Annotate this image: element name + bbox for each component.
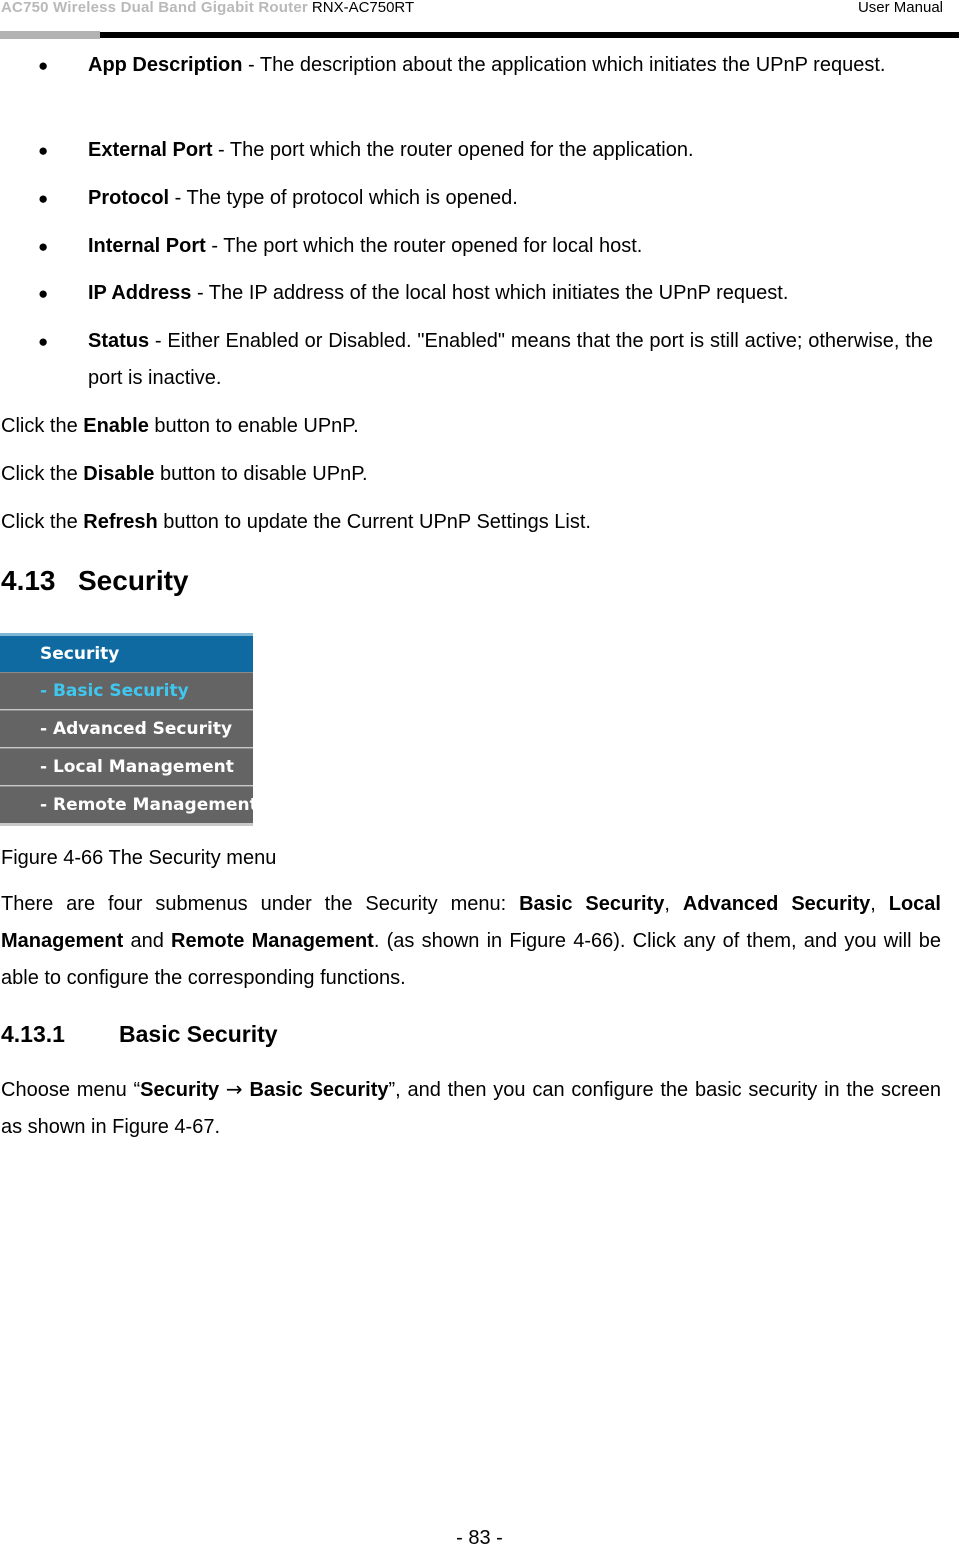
- text: Click the: [1, 511, 84, 533]
- click-enable-paragraph: [1, 408, 941, 445]
- menu-label: - Remote Management: [40, 795, 258, 815]
- bullet-text: - The description about the application which initiates the UPnP request.: [242, 54, 886, 76]
- bullet-text: - The type of protocol which is opened.: [169, 187, 518, 209]
- text: . (as shown in Figure 4-66). Click any of them, and you will be able to configure the corresponding functions.: [1, 930, 941, 989]
- figure-caption: Figure 4-66 The Security menu: [1, 847, 277, 869]
- menu-local-management[interactable]: [0, 748, 253, 785]
- page-header: [0, 0, 959, 40]
- text: button to update the Current UPnP Settings List.: [157, 511, 591, 533]
- bullet-term: Status: [88, 330, 150, 352]
- section-title: Security: [78, 565, 189, 596]
- subsection-number: 4.13.1: [1, 1021, 65, 1047]
- bold-term: Refresh: [83, 511, 158, 533]
- text: button to disable UPnP.: [154, 463, 368, 485]
- bold-term: Disable: [83, 463, 155, 485]
- text: There are four submenus under the Security menu:: [1, 893, 520, 915]
- header-model: RNX-AC750RT: [311, 0, 415, 16]
- click-refresh-paragraph: [1, 504, 941, 541]
- bullet-dot: ●: [38, 332, 49, 351]
- header-brand: AC750 Wireless Dual Band Gigabit Router: [1, 0, 308, 16]
- text: Click the: [1, 463, 84, 485]
- bullet-text: - The port which the router opened for local host.: [205, 235, 643, 257]
- bold-term: Security: [140, 1079, 220, 1101]
- bold-term: Basic Security: [519, 893, 665, 915]
- bullet-term: External Port: [88, 139, 213, 161]
- text: button to enable UPnP.: [148, 415, 359, 437]
- text: Choose menu “: [1, 1079, 141, 1101]
- menu-advanced-security[interactable]: [0, 710, 253, 747]
- text: and: [123, 930, 172, 952]
- section-number: 4.13: [1, 565, 56, 596]
- bullet-dot: ●: [38, 189, 49, 208]
- text: Click the: [1, 415, 84, 437]
- bullet-term: Protocol: [88, 187, 170, 209]
- bullet-dot: ●: [38, 141, 49, 160]
- bold-term: Local Management: [1, 893, 941, 952]
- bullet-dot: ●: [38, 284, 49, 303]
- header-left: [1, 0, 414, 16]
- menu-label: - Advanced Security: [40, 719, 233, 739]
- bullet-text: - The port which the router opened for the application.: [212, 139, 694, 161]
- menu-remote-management[interactable]: [0, 786, 258, 823]
- subsection-heading: [1, 1021, 278, 1048]
- bullet-text: - The IP address of the local host which initiates the UPnP request.: [191, 282, 789, 304]
- menu-label: - Basic Security: [40, 681, 189, 701]
- menu-basic-security[interactable]: [0, 672, 253, 709]
- bold-term: Basic Security: [249, 1079, 389, 1101]
- bold-term: Advanced Security: [682, 893, 871, 915]
- bullet-term: App Description: [88, 54, 243, 76]
- section-heading: [1, 565, 189, 597]
- menu-label: - Local Management: [40, 757, 234, 777]
- page-number: - 83 -: [456, 1527, 503, 1549]
- click-disable-paragraph: [1, 456, 941, 493]
- menu-label: Security: [40, 644, 120, 664]
- bold-term: Enable: [83, 415, 149, 437]
- header-rule-gray: [0, 31, 100, 39]
- bullet-dot: ●: [38, 56, 49, 75]
- header-rule-black: [100, 32, 959, 38]
- bullet-term: Internal Port: [88, 235, 206, 257]
- security-menu: [0, 633, 258, 826]
- choose-menu-paragraph: [1, 1071, 941, 1146]
- text: ”, and then you can configure the basic security in the screen as shown in Figure 4-67.: [1, 1079, 942, 1138]
- arrow-icon: →: [225, 1077, 243, 1101]
- bullet-dot: ●: [38, 237, 49, 256]
- header-manual: User Manual: [857, 0, 943, 16]
- text: ,: [664, 893, 683, 915]
- text: ,: [870, 893, 889, 915]
- intro-paragraph: [1, 886, 941, 997]
- bullet-text: - Either Enabled or Disabled. "Enabled" means that the port is still active; otherwise, the port is inactive.: [88, 330, 933, 389]
- subsection-title: Basic Security: [119, 1021, 278, 1047]
- bullet-term: IP Address: [88, 282, 192, 304]
- bold-term: Remote Management: [171, 930, 374, 952]
- menu-security[interactable]: [0, 633, 253, 672]
